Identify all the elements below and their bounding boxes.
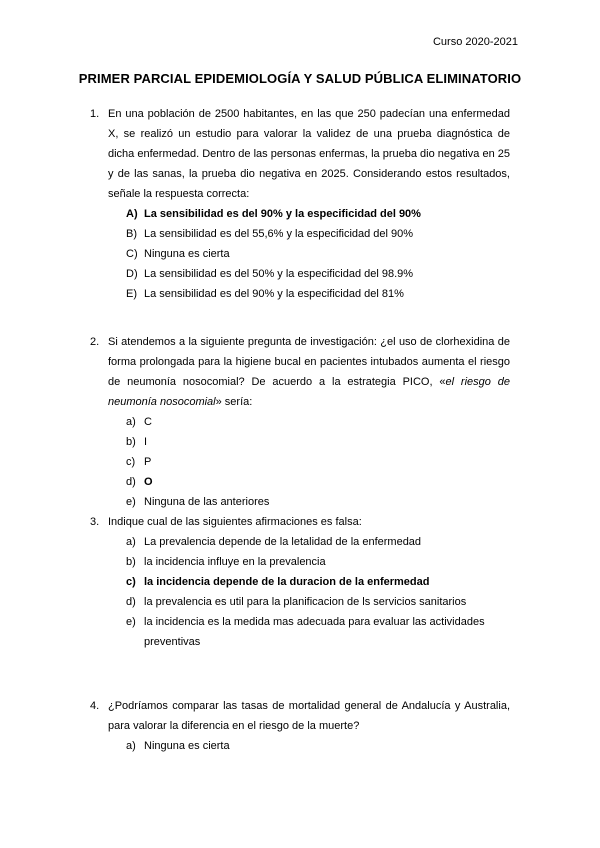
question-number: 3. <box>90 516 100 528</box>
question-stem: En una población de 2500 habitantes, en las que 250 padecían una enfermedad X, se realizó un estudio para valorar la validez de una prueba diagnóstica de dicha enfermedad. Dentro de las personas enfermas, la prueba dio negativa en 25 y de las sanas, la prueba dio negativa en 2025. Considerando estos resultados, señale la respuesta correcta: <box>108 108 510 200</box>
page-title: PRIMER PARCIAL EPIDEMIOLOGÍA Y SALUD PÚBLICA ELIMINATORIO <box>78 71 522 86</box>
option-a: a) Ninguna es cierta <box>126 740 230 752</box>
option-e: e) la incidencia es la medida mas adecuada para evaluar las actividades preventivas <box>126 616 485 648</box>
question-number: 1. <box>90 108 100 120</box>
pico-term: el riesgo de neumonía nosocomial <box>108 376 510 408</box>
option-e: E) La sensibilidad es del 90% y la especificidad del 81% <box>126 288 404 300</box>
option-list <box>90 412 510 512</box>
option-e: e) Ninguna de las anteriores <box>126 496 270 508</box>
option-list <box>90 532 510 652</box>
option-a: a) La prevalencia depende de la letalidad de la enfermedad <box>126 536 422 548</box>
question-stem: Indique cual de las siguientes afirmaciones es falsa: <box>108 516 362 528</box>
option-a: a) C <box>126 416 152 428</box>
question-number: 4. <box>90 700 100 712</box>
option-c: c) la incidencia depende de la duracion de la enfermedad <box>126 576 430 588</box>
question-3 <box>90 512 510 652</box>
option-c: C) Ninguna es cierta <box>126 248 230 260</box>
question-2 <box>90 332 510 512</box>
question-stem: Si atendemos a la siguiente pregunta de investigación: ¿el uso de clorhexidina de forma prolongada para la higiene bucal en pacientes intubados aumenta el riesgo de neumonía nosocomial? De acuerdo a la estrategia PICO, «el riesgo de neumonía nosocomial» sería: <box>108 336 510 408</box>
question-stem: ¿Podríamos comparar las tasas de mortalidad general de Andalucía y Australia, para valorar la diferencia en el riesgo de la muerte? <box>108 700 510 732</box>
option-list <box>90 204 510 304</box>
option-b: B) La sensibilidad es del 55,6% y la especificidad del 90% <box>126 228 414 240</box>
option-d: d) la prevalencia es util para la planificacion de ls servicios sanitarios <box>126 596 467 608</box>
option-d: d) O <box>126 476 153 488</box>
course-year: Curso 2020-2021 <box>432 36 518 48</box>
option-c: c) P <box>126 456 152 468</box>
option-a: A) La sensibilidad es del 90% y la especificidad del 90% <box>126 208 421 220</box>
option-list <box>90 736 510 756</box>
question-1 <box>90 104 510 304</box>
option-b: b) la incidencia influye en la prevalencia <box>126 556 326 568</box>
option-d: D) La sensibilidad es del 50% y la especificidad del 98.9% <box>126 268 414 280</box>
question-4 <box>90 696 510 756</box>
option-b: b) I <box>126 436 148 448</box>
question-number: 2. <box>90 336 100 348</box>
